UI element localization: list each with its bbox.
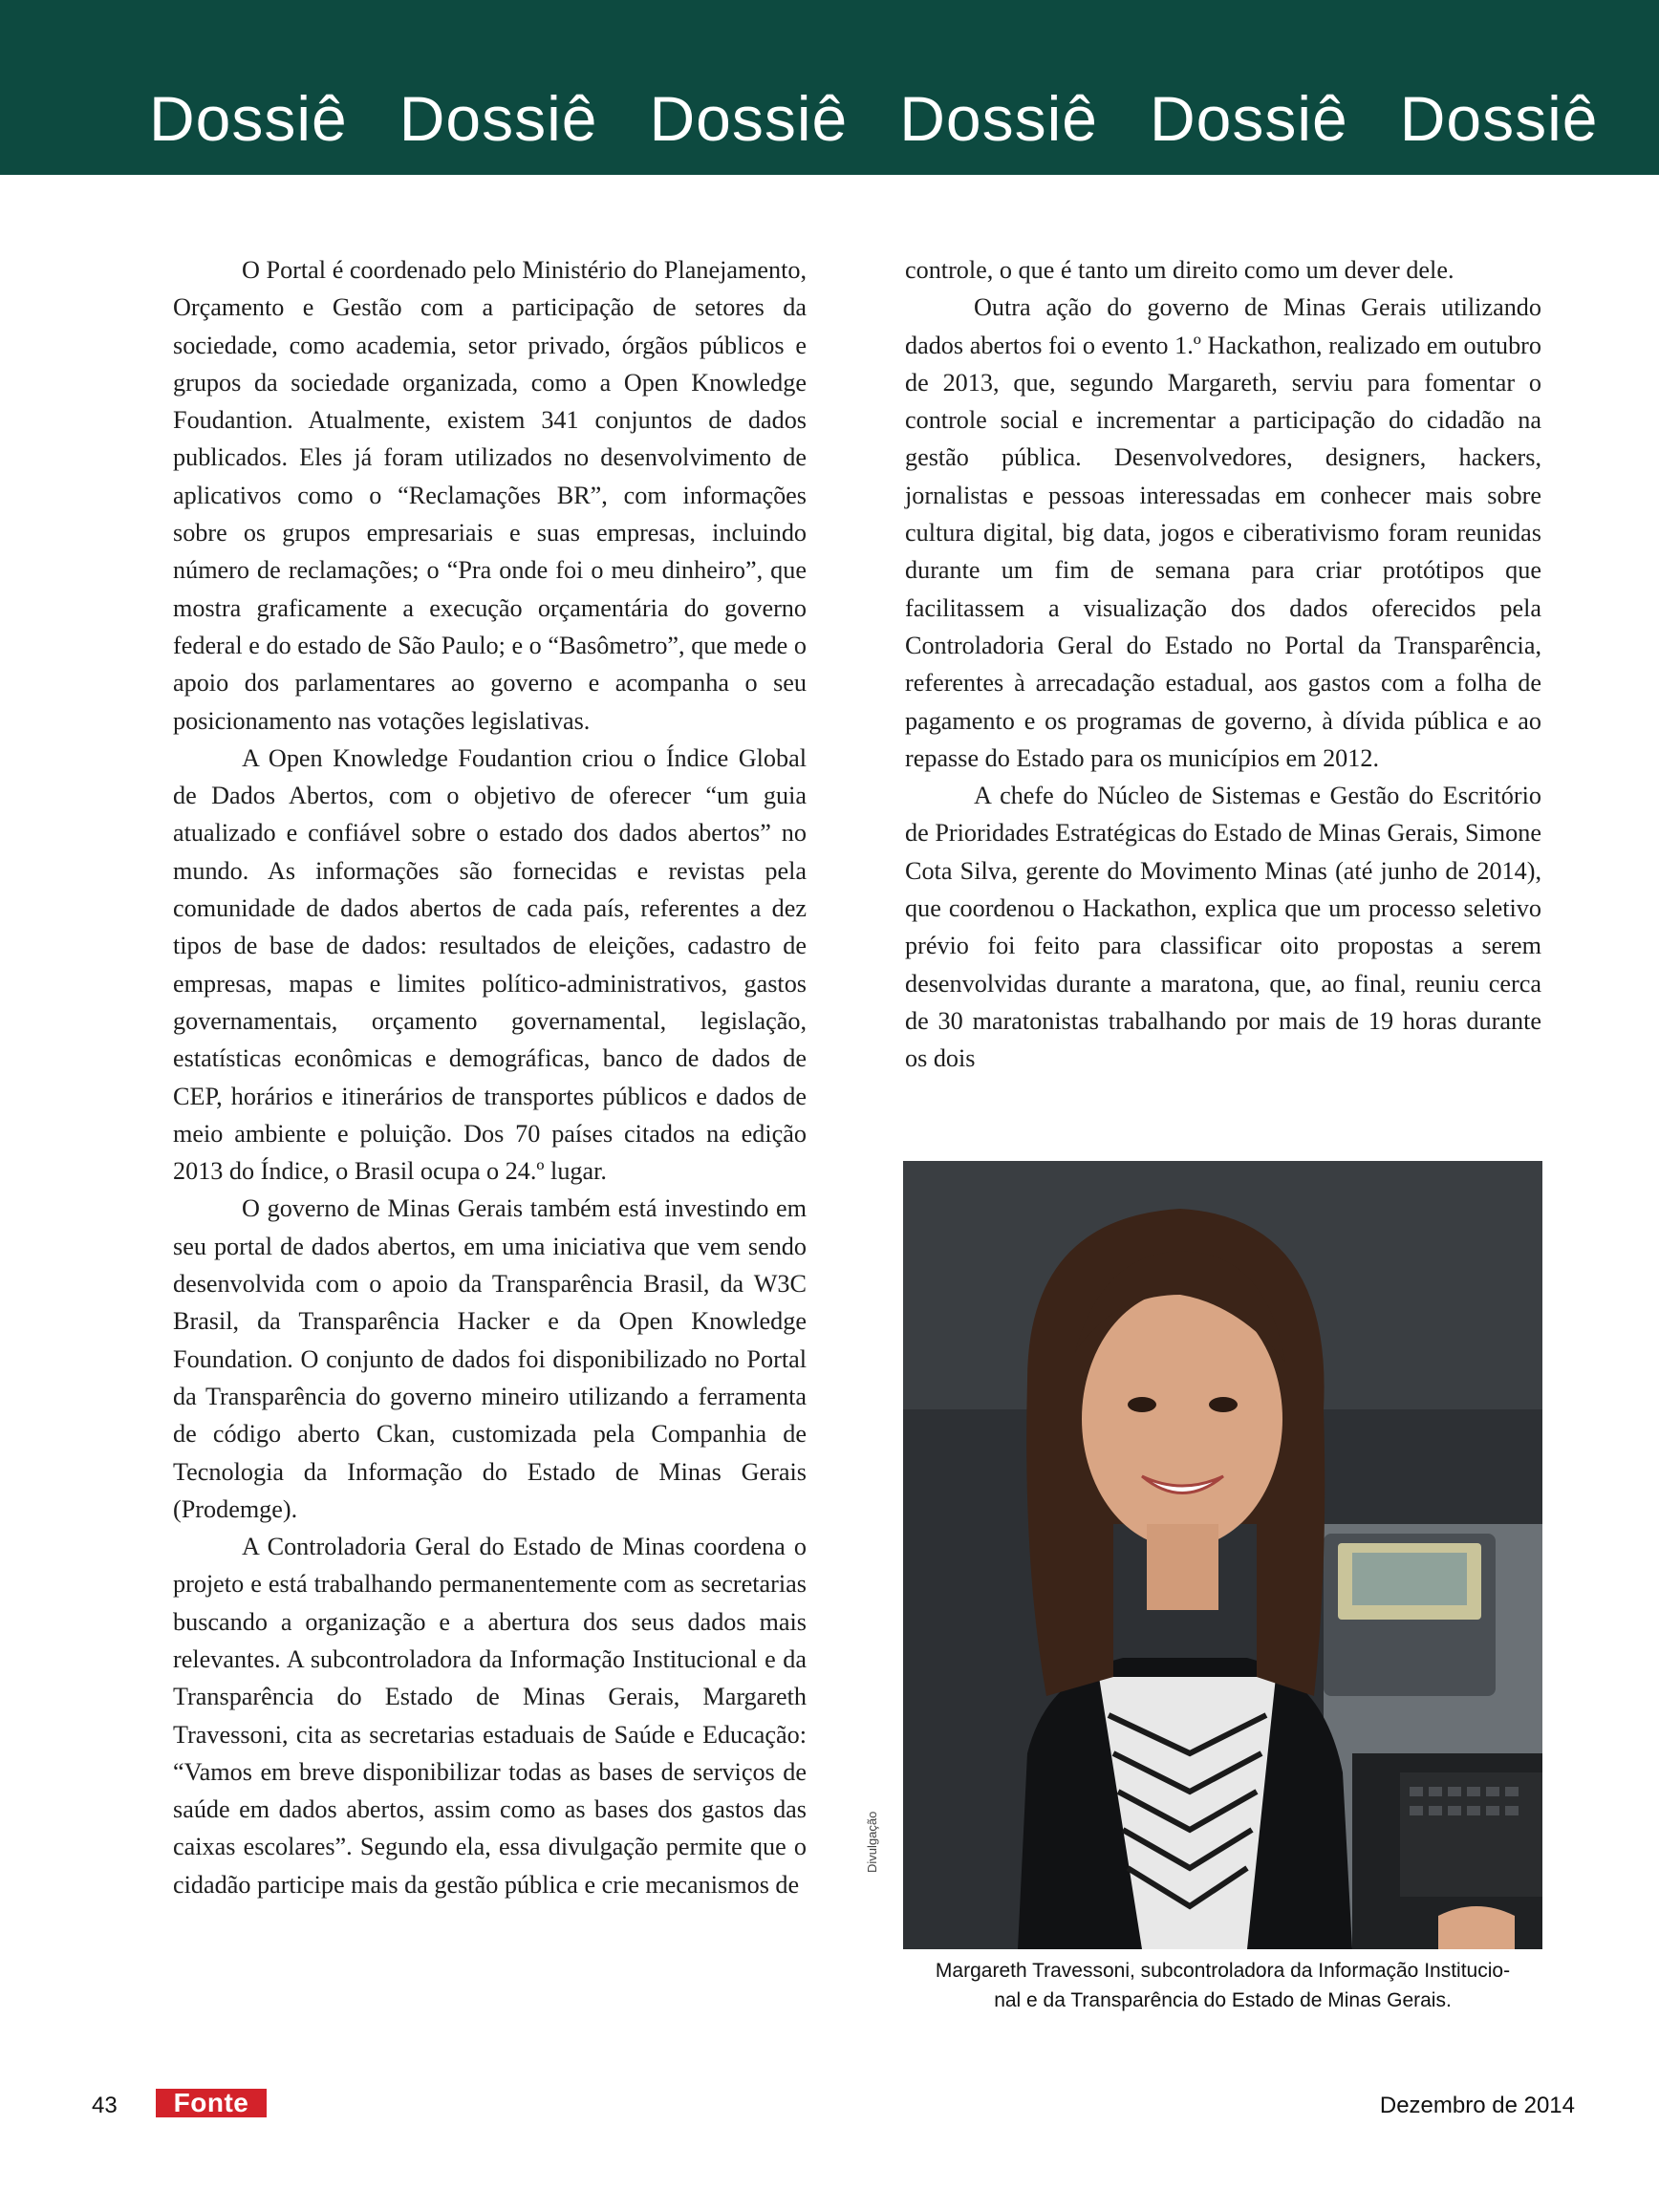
portrait-photo (903, 1161, 1542, 1949)
banner-words (149, 82, 1659, 155)
article-column-right (905, 251, 1541, 1078)
article-paragraph: O governo de Minas Gerais também está investindo em seu portal de dados abertos, em uma iniciativa que vem sendo desenvolvida com o apoio da Transparência Brasil, da W3C Brasil, da Transparência Hacker e da Open Knowledge Foundation. O conjunto de dados foi disponibilizado no Portal da Transparência do governo mineiro utilizando a ferramenta de código aberto Ckan, customizada pela Companhia de Tecnologia da Informação do Estado de Minas Gerais (Prodemge). (173, 1194, 807, 1523)
issue-date: Dezembro de 2014 (1379, 2093, 1575, 2118)
article-paragraph: A Controladoria Geral do Estado de Minas coordena o projeto e está trabalhando permanentemente com as secretarias buscando a organização e a abertura dos seus dados mais relevantes. A subcontroladora da Informação Institucional e da Transparência do Estado de Minas Gerais, Margareth Travessoni, cita as secretarias estaduais de Saúde e Educação: “Vamos em breve disponibilizar todas as bases de serviços de saúde em dados abertos, assim como as bases dos gastos das caixas escolares”. Segundo ela, essa divulgação permite que o cidadão participe mais da gestão pública e crie mecanismos de (173, 1533, 807, 1899)
banner-word: Dossiê (649, 83, 849, 154)
portrait-illustration (903, 1161, 1542, 1949)
article-paragraph-continuation: controle, o que é tanto um direito como um dever dele. (905, 256, 1454, 284)
photo-caption (903, 1956, 1542, 2015)
article-paragraph: Outra ação do governo de Minas Gerais utilizando dados abertos foi o evento 1.º Hackathon, realizado em outubro de 2013, que, segundo Margareth, serviu para fomentar o controle social e incrementar a participação do cidadão na gestão pública. Desenvolvedores, designers, hackers, jornalistas e pessoas interessadas em conhecer mais sobre cultura digital, big data, jogos e ciberativismo foram reunidas durante um fim de semana para criar protótipos que facilitassem a visualização dos dados oferecidos pela Controladoria Geral do Estado no Portal da Transparência, referentes à arrecadação estadual, aos gastos com a folha de pagamento e os programas de governo, à dívida pública e ao repasse do Estado para os municípios em 2012. (905, 293, 1541, 772)
caption-line: nal e da Transparência do Estado de Minas Gerais. (994, 1989, 1452, 2011)
article-paragraph: A Open Knowledge Foudantion criou o Índice Global de Dados Abertos, com o objetivo de oferecer “um guia atualizado e confiável sobre o estado dos dados abertos” no mundo. As informações são fornecidas e revistas pela comunidade de dados abertos de cada país, referentes a dez tipos de base de dados: resultados de eleições, cadastro de empresas, mapas e limites político-administrativos, gastos governamentais, orçamento governamental, legislação, estatísticas econômicas e demográficas, banco de dados de CEP, horários e itinerários de transportes públicos e dados de meio ambiente e poluição. Dos 70 países citados na edição 2013 do Índice, o Brasil ocupa o 24.º lugar. (173, 743, 807, 1186)
banner-word: Dossiê (1150, 83, 1348, 154)
article-column-left (173, 251, 807, 1903)
banner-word: Dossiê (399, 83, 598, 154)
photo-credit: Divulgação (865, 1811, 879, 1873)
banner-word: Dossiê (899, 83, 1098, 154)
article-paragraph: A chefe do Núcleo de Sistemas e Gestão do Escritório de Prioridades Estratégicas do Estado de Minas Gerais, Simone Cota Silva, gerente do Movimento Minas (até junho de 2014), que coordenou o Hackathon, explica que um processo seletivo prévio foi feito para classificar oito propostas a serem desenvolvidas durante a maratona, que, ao final, reuniu cerca de 30 maratonistas trabalhando por mais de 19 horas durante os dois (905, 782, 1541, 1073)
article-paragraph: O Portal é coordenado pelo Ministério do Planejamento, Orçamento e Gestão com a participação de setores da sociedade, como academia, setor privado, órgãos públicos e grupos da sociedade organizada, como a Open Knowledge Foudantion. Atualmente, existem 341 conjuntos de dados publicados. Eles já foram utilizados no desenvolvimento de aplicativos como o “Reclamações BR”, com informações sobre os grupos empresariais e suas empresas, incluindo número de reclamações; o “Pra onde foi o meu dinheiro”, que mostra graficamente a execução orçamentária do governo federal e do estado de São Paulo; e o “Basômetro”, que mede o apoio dos parlamentares ao governo e acompanha o seu posicionamento nas votações legislativas. (173, 256, 807, 735)
banner-word: Dossiê (1399, 83, 1599, 154)
page-number: 43 (92, 2093, 118, 2118)
section-banner (0, 0, 1659, 175)
magazine-logo: Fonte (156, 2089, 267, 2117)
caption-line: Margareth Travessoni, subcontroladora da Informação Institucio- (935, 1960, 1511, 1982)
banner-word: Dossiê (149, 83, 348, 154)
